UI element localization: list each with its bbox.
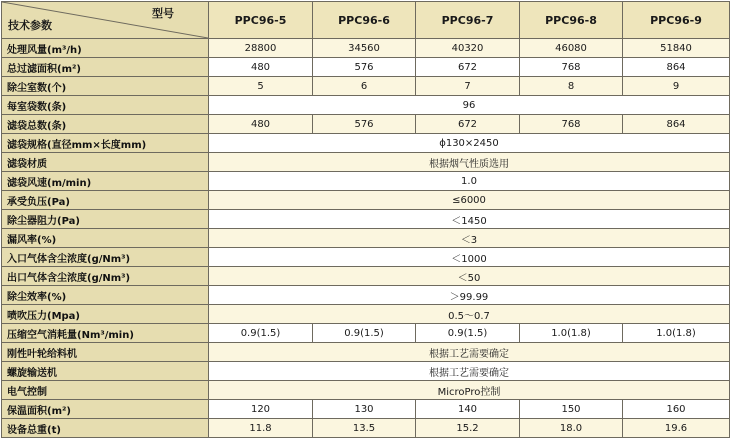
shared-value-cell: ＞99.99 [209,286,730,305]
table-row [2,343,730,362]
table-row [2,400,730,419]
table-row [2,305,730,324]
shared-value-cell: ≤6000 [209,191,730,210]
table-row [2,419,730,438]
table-row [2,286,730,305]
parameter-label: 处理风量(m³/h) [2,39,209,58]
value-cell: 576 [313,58,416,77]
parameter-label: 螺旋输送机 [2,362,209,381]
parameter-label: 除尘室数(个) [2,77,209,96]
parameter-label: 滤袋规格(直径mm×长度mm) [2,134,209,153]
shared-value-cell: ＜50 [209,267,730,286]
value-cell: 150 [520,400,623,419]
value-cell: 0.9(1.5) [209,324,313,343]
value-cell: 160 [623,400,730,419]
value-cell: 768 [520,58,623,77]
parameter-label: 除尘效率(%) [2,286,209,305]
value-cell: 576 [313,115,416,134]
parameter-label: 漏风率(%) [2,229,209,248]
parameter-label: 保温面积(m²) [2,400,209,419]
value-cell: 15.2 [416,419,520,438]
table-row [2,115,730,134]
parameter-label: 电气控制 [2,381,209,400]
table-row [2,39,730,58]
value-cell: 1.0(1.8) [623,324,730,343]
value-cell: 6 [313,77,416,96]
parameter-label: 承受负压(Pa) [2,191,209,210]
model-column-header: PPC96-7 [416,2,520,39]
table-row [2,381,730,400]
table-row [2,96,730,115]
shared-value-cell: MicroPro控制 [209,381,730,400]
table-row [2,191,730,210]
table-row [2,58,730,77]
parameter-label: 喷吹压力(Mpa) [2,305,209,324]
parameter-label: 入口气体含尘浓度(g/Nm³) [2,248,209,267]
value-cell: 672 [416,58,520,77]
shared-value-cell: ＜1000 [209,248,730,267]
model-column-header: PPC96-6 [313,2,416,39]
parameter-label: 总过滤面积(m²) [2,58,209,77]
table-row [2,362,730,381]
parameter-label: 每室袋数(条) [2,96,209,115]
table-row [2,77,730,96]
table-row [2,229,730,248]
parameter-label: 滤袋总数(条) [2,115,209,134]
value-cell: 19.6 [623,419,730,438]
value-cell: 864 [623,115,730,134]
shared-value-cell: ＜3 [209,229,730,248]
parameter-header-label: 技术参数 [8,19,52,32]
value-cell: 7 [416,77,520,96]
table-row [2,153,730,172]
table-row [2,172,730,191]
table-row [2,134,730,153]
value-cell: 140 [416,400,520,419]
parameter-label: 压缩空气消耗量(Nm³/min) [2,324,209,343]
value-cell: 130 [313,400,416,419]
value-cell: 5 [209,77,313,96]
value-cell: 864 [623,58,730,77]
table-row [2,210,730,229]
value-cell: 9 [623,77,730,96]
model-header-label: 型号 [152,7,174,20]
parameter-label: 除尘器阻力(Pa) [2,210,209,229]
value-cell: 480 [209,58,313,77]
value-cell: 11.8 [209,419,313,438]
shared-value-cell: 1.0 [209,172,730,191]
value-cell: 40320 [416,39,520,58]
shared-value-cell: 根据工艺需要确定 [209,362,730,381]
model-column-header: PPC96-5 [209,2,313,39]
parameter-label: 滤袋风速(m/min) [2,172,209,191]
table-row [2,267,730,286]
shared-value-cell: ＜1450 [209,210,730,229]
header-row [2,2,730,39]
value-cell: 34560 [313,39,416,58]
value-cell: 0.9(1.5) [313,324,416,343]
value-cell: 480 [209,115,313,134]
model-column-header: PPC96-8 [520,2,623,39]
shared-value-cell: ϕ130×2450 [209,134,730,153]
value-cell: 8 [520,77,623,96]
value-cell: 0.9(1.5) [416,324,520,343]
parameter-label: 设备总重(t) [2,419,209,438]
value-cell: 1.0(1.8) [520,324,623,343]
shared-value-cell: 根据烟气性质选用 [209,153,730,172]
value-cell: 13.5 [313,419,416,438]
value-cell: 672 [416,115,520,134]
table-row [2,324,730,343]
value-cell: 18.0 [520,419,623,438]
spec-table [1,1,730,438]
shared-value-cell: 根据工艺需要确定 [209,343,730,362]
shared-value-cell: 0.5～0.7 [209,305,730,324]
value-cell: 46080 [520,39,623,58]
value-cell: 28800 [209,39,313,58]
value-cell: 768 [520,115,623,134]
value-cell: 51840 [623,39,730,58]
header-corner-cell [2,2,209,39]
parameter-label: 出口气体含尘浓度(g/Nm³) [2,267,209,286]
model-column-header: PPC96-9 [623,2,730,39]
table-row [2,248,730,267]
parameter-label: 滤袋材质 [2,153,209,172]
shared-value-cell: 96 [209,96,730,115]
value-cell: 120 [209,400,313,419]
parameter-label: 刚性叶轮给料机 [2,343,209,362]
